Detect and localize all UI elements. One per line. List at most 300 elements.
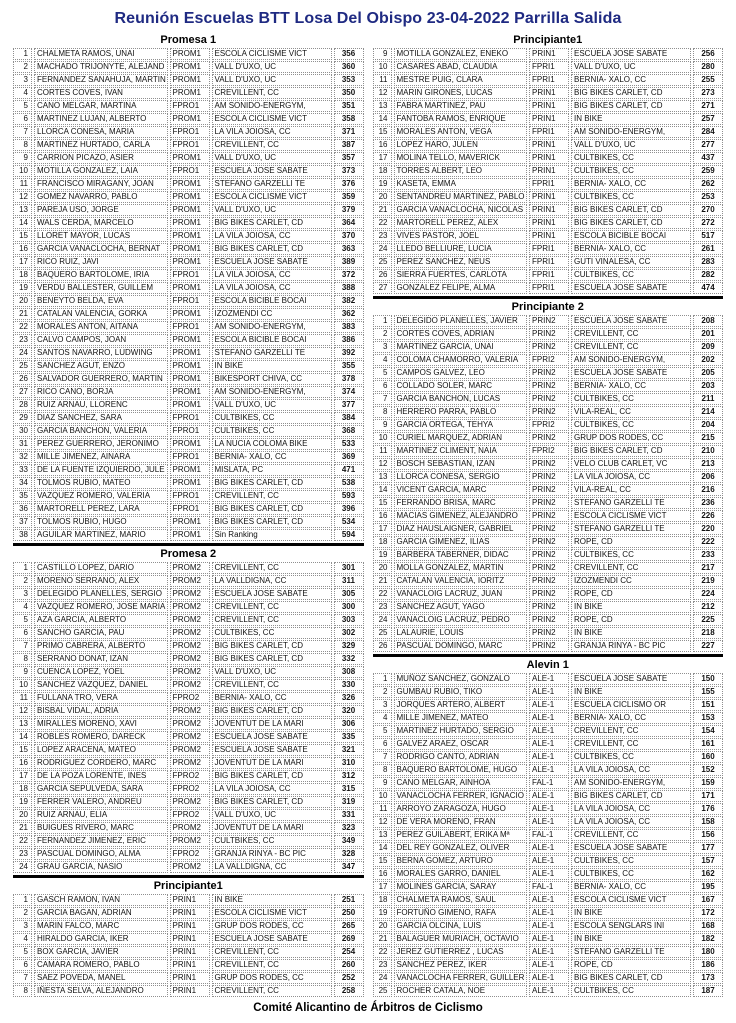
- rider-position-cell: 24: [373, 243, 392, 255]
- rider-category-cell: FPRO1: [170, 139, 210, 151]
- rider-bib-cell: 222: [693, 536, 723, 548]
- rider-club-cell: ESCUELA JOSE SABATE: [571, 282, 691, 294]
- rider-club-cell: IZOZMENDI CC: [571, 575, 691, 587]
- rider-club-cell: CREVILLENT, CC: [571, 829, 691, 841]
- rider-club-cell: CREVILLENT, CC: [571, 738, 691, 750]
- table-row: [13, 946, 364, 958]
- rider-bib-cell: 329: [334, 640, 364, 652]
- rider-position-cell: 6: [13, 113, 32, 125]
- section-title: Promesa 2: [160, 548, 217, 560]
- rider-category-cell: PRIN1: [529, 100, 569, 112]
- rider-bib-cell: 301: [334, 562, 364, 574]
- rider-name-cell: SAEZ POVEDA, MANEL: [34, 972, 168, 984]
- rider-position-cell: 23: [13, 848, 32, 860]
- rider-name-cell: CASTILLO LOPEZ, DARIO: [34, 562, 168, 574]
- rider-position-cell: 14: [373, 113, 392, 125]
- rider-category-cell: PRIN1: [170, 907, 210, 919]
- rider-category-cell: PROM2: [170, 562, 210, 574]
- table-row: [373, 367, 724, 379]
- rider-club-cell: CULTBIKES, CC: [212, 835, 332, 847]
- table-row: [373, 445, 724, 457]
- rider-category-cell: ALE-1: [529, 790, 569, 802]
- rider-club-cell: CREVILLENT, CC: [571, 725, 691, 737]
- table-row: [373, 113, 724, 125]
- rider-name-cell: CHALMETA RAMOS, SAUL: [394, 894, 528, 906]
- rider-bib-cell: 302: [334, 627, 364, 639]
- rider-bib-cell: 205: [693, 367, 723, 379]
- table-row: [373, 126, 724, 138]
- rider-club-cell: LA VILA JOIOSA, CC: [571, 764, 691, 776]
- rider-club-cell: AM SONIDO-ENERGYM,: [571, 126, 691, 138]
- rider-bib-cell: 282: [693, 269, 723, 281]
- table-row: [373, 100, 724, 112]
- rider-name-cell: FERNANDEZ JIMENEZ, ERIC: [34, 835, 168, 847]
- rider-bib-cell: 356: [334, 48, 364, 60]
- table-row: [373, 881, 724, 893]
- rider-position-cell: 4: [373, 354, 392, 366]
- rider-club-cell: BIG BIKES CARLET, CD: [571, 445, 691, 457]
- rider-club-cell: CREVILLENT, CC: [212, 946, 332, 958]
- rider-club-cell: VALL D'UXO, UC: [212, 399, 332, 411]
- table-row: [13, 575, 364, 587]
- rider-position-cell: 8: [13, 653, 32, 665]
- rider-position-cell: 18: [13, 269, 32, 281]
- rider-category-cell: ALE-1: [529, 686, 569, 698]
- rider-name-cell: RUIZ ARNAU, ELIA: [34, 809, 168, 821]
- rider-position-cell: 19: [373, 907, 392, 919]
- section-rows: [13, 562, 364, 873]
- rider-club-cell: VALL D'UXO, UC: [212, 61, 332, 73]
- rider-name-cell: PEREZ GUILABERT, ERIKA Mª: [394, 829, 528, 841]
- rider-bib-cell: 353: [334, 74, 364, 86]
- rider-category-cell: PROM1: [170, 334, 210, 346]
- table-row: [373, 920, 724, 932]
- rider-bib-cell: 173: [693, 972, 723, 984]
- rider-position-cell: 15: [373, 497, 392, 509]
- rider-category-cell: FPRO1: [170, 425, 210, 437]
- rider-club-cell: CREVILLENT, CC: [212, 679, 332, 691]
- rider-position-cell: 16: [373, 510, 392, 522]
- rider-club-cell: CREVILLENT, CC: [212, 601, 332, 613]
- rider-bib-cell: 319: [334, 796, 364, 808]
- column-right: [373, 34, 724, 998]
- rider-name-cell: PEREZ GUERRERO, JERONIMO: [34, 438, 168, 450]
- rider-category-cell: PRIN1: [529, 139, 569, 151]
- rider-category-cell: FPRI2: [529, 354, 569, 366]
- rider-club-cell: ESCUELA JOSE SABATE: [212, 933, 332, 945]
- table-row: [373, 549, 724, 561]
- rider-bib-cell: 310: [334, 757, 364, 769]
- rider-club-cell: CULTBIKES, CC: [212, 627, 332, 639]
- rider-club-cell: CULTBIKES, CC: [571, 855, 691, 867]
- rider-name-cell: MOTILLA GONZALEZ, ENEKO: [394, 48, 528, 60]
- rider-position-cell: 25: [373, 256, 392, 268]
- rider-position-cell: 33: [13, 464, 32, 476]
- rider-position-cell: 17: [373, 152, 392, 164]
- rider-name-cell: FABRA MARTINEZ, PAU: [394, 100, 528, 112]
- rider-name-cell: FANTOBA RAMOS, ENRIQUE: [394, 113, 528, 125]
- rider-name-cell: AZA GARCIA, ALBERTO: [34, 614, 168, 626]
- rider-bib-cell: 355: [334, 360, 364, 372]
- table-row: [13, 731, 364, 743]
- rider-club-cell: ESCOLA BICIBLE BOCAI: [212, 334, 332, 346]
- table-row: [373, 907, 724, 919]
- table-row: [373, 191, 724, 203]
- rider-bib-cell: 219: [693, 575, 723, 587]
- rider-bib-cell: 332: [334, 653, 364, 665]
- rider-bib-cell: 277: [693, 139, 723, 151]
- rider-category-cell: PROM2: [170, 666, 210, 678]
- rider-position-cell: 8: [13, 985, 32, 997]
- rider-name-cell: TOLMOS RUBIO, MATEO: [34, 477, 168, 489]
- rider-club-cell: IN BIKE: [571, 113, 691, 125]
- rider-club-cell: CREVILLENT, CC: [571, 341, 691, 353]
- rider-category-cell: FAL-1: [529, 829, 569, 841]
- rider-bib-cell: 378: [334, 373, 364, 385]
- rider-category-cell: PRIN2: [529, 315, 569, 327]
- rider-category-cell: PRIN2: [529, 380, 569, 392]
- rider-category-cell: PRIN1: [529, 113, 569, 125]
- rider-bib-cell: 261: [693, 243, 723, 255]
- rider-category-cell: PROM1: [170, 464, 210, 476]
- rider-category-cell: PRIN2: [529, 497, 569, 509]
- rider-bib-cell: 254: [334, 946, 364, 958]
- rider-position-cell: 11: [373, 445, 392, 457]
- section-rows: [13, 894, 364, 997]
- table-row: [13, 835, 364, 847]
- rider-name-cell: GARCIA SEPULVEDA, SARA: [34, 783, 168, 795]
- rider-name-cell: VAZQUEZ ROMERO, VALERIA: [34, 490, 168, 502]
- rider-position-cell: 9: [373, 419, 392, 431]
- table-row: [373, 406, 724, 418]
- table-row: [373, 61, 724, 73]
- rider-bib-cell: 195: [693, 881, 723, 893]
- category-section: [373, 301, 724, 657]
- table-row: [373, 575, 724, 587]
- rider-position-cell: 21: [13, 822, 32, 834]
- rider-position-cell: 24: [13, 347, 32, 359]
- rider-category-cell: PRIN1: [529, 204, 569, 216]
- table-row: [373, 484, 724, 496]
- rider-position-cell: 8: [373, 406, 392, 418]
- rider-name-cell: LLORCA CONESA, MARIA: [34, 126, 168, 138]
- rider-club-cell: BERNIA- XALO, CC: [571, 74, 691, 86]
- table-row: [373, 985, 724, 997]
- rider-bib-cell: 389: [334, 256, 364, 268]
- rider-category-cell: FPRO2: [170, 783, 210, 795]
- rider-club-cell: MISLATA, PC: [212, 464, 332, 476]
- rider-position-cell: 34: [13, 477, 32, 489]
- rider-position-cell: 14: [373, 842, 392, 854]
- rider-club-cell: BERNIA- XALO, CC: [571, 178, 691, 190]
- table-row: [13, 653, 364, 665]
- rider-position-cell: 10: [13, 679, 32, 691]
- rider-position-cell: 12: [373, 87, 392, 99]
- rider-name-cell: BERNA GOMEZ, ARTURO: [394, 855, 528, 867]
- table-row: [373, 204, 724, 216]
- rider-club-cell: LA VILA JOIOSA, CC: [212, 282, 332, 294]
- rider-position-cell: 2: [373, 686, 392, 698]
- rider-category-cell: PRIN1: [529, 230, 569, 242]
- rider-position-cell: 12: [373, 816, 392, 828]
- rider-club-cell: ESCUELA JOSE SABATE: [212, 731, 332, 743]
- rider-bib-cell: 305: [334, 588, 364, 600]
- rider-name-cell: VANACLOCHA FERRER, IGNACIO: [394, 790, 528, 802]
- rider-club-cell: ROPE, CD: [571, 588, 691, 600]
- rider-bib-cell: 364: [334, 217, 364, 229]
- rider-name-cell: FORTUÑO GIMENO, RAFA: [394, 907, 528, 919]
- rider-club-cell: BIG BIKES CARLET, CD: [212, 243, 332, 255]
- table-row: [373, 87, 724, 99]
- rider-category-cell: PROM1: [170, 74, 210, 86]
- table-row: [13, 529, 364, 541]
- rider-position-cell: 2: [373, 328, 392, 340]
- rider-club-cell: ESCUELA JOSE SABATE: [212, 256, 332, 268]
- rider-position-cell: 11: [373, 74, 392, 86]
- rider-club-cell: STEFANO GARZELLI TE: [212, 347, 332, 359]
- rider-category-cell: PROM2: [170, 796, 210, 808]
- rider-club-cell: BERNIA- XALO, CC: [571, 243, 691, 255]
- rider-bib-cell: 220: [693, 523, 723, 535]
- rider-name-cell: SANCHEZ VAZQUEZ, DANIEL: [34, 679, 168, 691]
- rider-bib-cell: 320: [334, 705, 364, 717]
- rider-name-cell: GARCIA BANCHON, VALERIA: [34, 425, 168, 437]
- section-title: Principiante1: [513, 34, 583, 46]
- table-row: [13, 438, 364, 450]
- rider-name-cell: MOLLA GONZALEZ, MARTIN: [394, 562, 528, 574]
- rider-category-cell: FPRO2: [170, 809, 210, 821]
- rider-bib-cell: 300: [334, 601, 364, 613]
- table-row: [13, 809, 364, 821]
- rider-name-cell: GONZALEZ FELIPE, ALMA: [394, 282, 528, 294]
- rider-position-cell: 23: [373, 230, 392, 242]
- rider-club-cell: CREVILLENT, CC: [212, 562, 332, 574]
- rider-bib-cell: 321: [334, 744, 364, 756]
- rider-category-cell: ALE-1: [529, 946, 569, 958]
- rider-position-cell: 22: [13, 835, 32, 847]
- rider-bib-cell: 396: [334, 503, 364, 515]
- rider-bib-cell: 152: [693, 764, 723, 776]
- table-row: [373, 588, 724, 600]
- rider-position-cell: 21: [373, 204, 392, 216]
- rider-name-cell: SANCHEZ PEREZ, IKER: [394, 959, 528, 971]
- table-row: [13, 744, 364, 756]
- rider-club-cell: ESCUELA JOSE SABATE: [571, 48, 691, 60]
- rider-name-cell: CARRION PICAZO, ASIER: [34, 152, 168, 164]
- rider-name-cell: VANACLOIG LACRUZ, PEDRO: [394, 614, 528, 626]
- rider-position-cell: 24: [13, 861, 32, 873]
- rider-name-cell: CASARES ABAD, CLAUDIA: [394, 61, 528, 73]
- rider-category-cell: PRIN2: [529, 627, 569, 639]
- rider-position-cell: 20: [373, 920, 392, 932]
- rider-bib-cell: 326: [334, 692, 364, 704]
- rider-name-cell: SERRANO DONAT, IZAN: [34, 653, 168, 665]
- rider-position-cell: 22: [373, 946, 392, 958]
- rider-club-cell: VILA-REAL, CC: [571, 484, 691, 496]
- rider-bib-cell: 212: [693, 601, 723, 613]
- rider-position-cell: 4: [13, 601, 32, 613]
- category-section: [13, 34, 364, 546]
- rider-name-cell: MARTORELL PEREZ, LARA: [34, 503, 168, 515]
- section-rows: [13, 48, 364, 541]
- rider-category-cell: PRIN2: [529, 640, 569, 652]
- rider-name-cell: LLORCA CONESA, SERGIO: [394, 471, 528, 483]
- rider-position-cell: 20: [373, 191, 392, 203]
- table-row: [373, 673, 724, 685]
- rider-position-cell: 6: [373, 380, 392, 392]
- rider-name-cell: CANO MELGAR, AINHOA: [394, 777, 528, 789]
- table-row: [373, 790, 724, 802]
- rider-category-cell: PROM1: [170, 438, 210, 450]
- rider-name-cell: DELEGIDO PLANELLES, SERGIO: [34, 588, 168, 600]
- rider-bib-cell: 284: [693, 126, 723, 138]
- rider-bib-cell: 176: [693, 803, 723, 815]
- rider-category-cell: ALE-1: [529, 933, 569, 945]
- table-row: [373, 933, 724, 945]
- rider-category-cell: ALE-1: [529, 855, 569, 867]
- rider-category-cell: ALE-1: [529, 764, 569, 776]
- table-row: [13, 679, 364, 691]
- rider-club-cell: BERNIA- XALO, CC: [571, 380, 691, 392]
- rider-position-cell: 19: [13, 796, 32, 808]
- rider-club-cell: ROPE, CD: [571, 614, 691, 626]
- section-title: Promesa 1: [160, 34, 217, 46]
- rider-bib-cell: 269: [334, 933, 364, 945]
- rider-bib-cell: 347: [334, 861, 364, 873]
- rider-club-cell: CREVILLENT, CC: [212, 614, 332, 626]
- rider-club-cell: BIG BIKES CARLET, CD: [571, 100, 691, 112]
- rider-position-cell: 25: [373, 627, 392, 639]
- table-row: [13, 640, 364, 652]
- table-row: [373, 946, 724, 958]
- table-row: [13, 243, 364, 255]
- rider-club-cell: CREVILLENT, CC: [212, 139, 332, 151]
- rider-club-cell: ROPE, CD: [571, 536, 691, 548]
- rider-category-cell: FPRI1: [529, 178, 569, 190]
- rider-position-cell: 32: [13, 451, 32, 463]
- rider-club-cell: JOVENTUT DE LA MARI: [212, 757, 332, 769]
- rider-club-cell: Sin Ranking: [212, 529, 332, 541]
- rider-position-cell: 5: [373, 367, 392, 379]
- table-row: [373, 139, 724, 151]
- rider-category-cell: PRIN1: [170, 959, 210, 971]
- rider-bib-cell: 369: [334, 451, 364, 463]
- rider-position-cell: 19: [373, 178, 392, 190]
- category-section: [373, 34, 724, 299]
- rider-club-cell: ESCUELA JOSE SABATE: [212, 588, 332, 600]
- table-row: [13, 126, 364, 138]
- rider-name-cell: PRIMO CABRERA, ALBERTO: [34, 640, 168, 652]
- table-row: [13, 191, 364, 203]
- rider-club-cell: LA VILA JOIOSA, CC: [571, 471, 691, 483]
- rider-name-cell: MESTRE PUIG, CLARA: [394, 74, 528, 86]
- rider-name-cell: DEL REY GONZALEZ, OLIVER: [394, 842, 528, 854]
- rider-name-cell: SANCHO GARCIA, PAU: [34, 627, 168, 639]
- rider-bib-cell: 312: [334, 770, 364, 782]
- rider-club-cell: ESCUELA JOSE SABATE: [571, 367, 691, 379]
- page-title: Reunión Escuelas BTT Losa Del Obispo 23-04-2022 Parrilla Salida: [114, 10, 622, 27]
- rider-name-cell: FRANCISCO MIRAGANY, JOAN: [34, 178, 168, 190]
- rider-position-cell: 10: [373, 61, 392, 73]
- rider-bib-cell: 373: [334, 165, 364, 177]
- rider-category-cell: PRIN1: [170, 985, 210, 997]
- rider-position-cell: 35: [13, 490, 32, 502]
- category-section: [13, 880, 364, 997]
- rider-bib-cell: 225: [693, 614, 723, 626]
- table-row: [13, 425, 364, 437]
- rider-club-cell: ESCUELA CICLISMO OR: [571, 699, 691, 711]
- category-section: [373, 659, 724, 997]
- rider-category-cell: PROM1: [170, 178, 210, 190]
- rider-position-cell: 1: [373, 673, 392, 685]
- table-row: [373, 256, 724, 268]
- rider-club-cell: VILA-REAL, CC: [571, 406, 691, 418]
- table-row: [13, 920, 364, 932]
- rider-bib-cell: 217: [693, 562, 723, 574]
- rider-club-cell: BIG BIKES CARLET, CD: [571, 972, 691, 984]
- rider-club-cell: ESCOLA BICIBLE BOCAI: [212, 295, 332, 307]
- rider-position-cell: 4: [13, 87, 32, 99]
- rider-name-cell: FULLANA TRO, VERA: [34, 692, 168, 704]
- rider-name-cell: CHALMETA RAMOS, UNAI: [34, 48, 168, 60]
- table-row: [373, 959, 724, 971]
- table-row: [373, 712, 724, 724]
- rider-name-cell: VAZQUEZ ROMERO, JOSE MARIA: [34, 601, 168, 613]
- rider-name-cell: VICENT GARCIA, MARC: [394, 484, 528, 496]
- rider-position-cell: 31: [13, 438, 32, 450]
- rider-name-cell: DIAZ HAUSLAIGNER, GABRIEL: [394, 523, 528, 535]
- table-row: [13, 217, 364, 229]
- rider-category-cell: PROM2: [170, 601, 210, 613]
- rider-position-cell: 22: [373, 588, 392, 600]
- rider-club-cell: BIG BIKES CARLET, CD: [571, 790, 691, 802]
- table-row: [373, 328, 724, 340]
- rider-position-cell: 18: [373, 165, 392, 177]
- rider-position-cell: 25: [373, 985, 392, 997]
- rider-position-cell: 13: [13, 718, 32, 730]
- rider-position-cell: 21: [13, 308, 32, 320]
- rider-bib-cell: 360: [334, 61, 364, 73]
- rider-name-cell: FERRER VALERO, ANDREU: [34, 796, 168, 808]
- rider-position-cell: 16: [373, 139, 392, 151]
- rider-bib-cell: 159: [693, 777, 723, 789]
- rider-bib-cell: 534: [334, 516, 364, 528]
- table-row: [373, 751, 724, 763]
- rider-club-cell: AM SONIDO-ENERGYM,: [571, 354, 691, 366]
- rider-position-cell: 36: [13, 503, 32, 515]
- rider-name-cell: DIAZ SANCHEZ, SARA: [34, 412, 168, 424]
- rider-club-cell: CULTBIKES, CC: [571, 269, 691, 281]
- table-row: [373, 243, 724, 255]
- rider-position-cell: 3: [373, 699, 392, 711]
- rider-position-cell: 18: [373, 894, 392, 906]
- table-row: [13, 933, 364, 945]
- rider-bib-cell: 371: [334, 126, 364, 138]
- table-row: [373, 829, 724, 841]
- rider-category-cell: FPRI1: [529, 256, 569, 268]
- rider-club-cell: IN BIKE: [571, 601, 691, 613]
- rider-bib-cell: 167: [693, 894, 723, 906]
- rider-position-cell: 23: [373, 959, 392, 971]
- rider-category-cell: ALE-1: [529, 712, 569, 724]
- rider-category-cell: ALE-1: [529, 842, 569, 854]
- rider-position-cell: 22: [373, 217, 392, 229]
- rider-name-cell: VANACLOIG LACRUZ, JUAN: [394, 588, 528, 600]
- rider-position-cell: 20: [373, 562, 392, 574]
- rider-bib-cell: 376: [334, 178, 364, 190]
- rider-position-cell: 2: [13, 61, 32, 73]
- rider-position-cell: 14: [13, 731, 32, 743]
